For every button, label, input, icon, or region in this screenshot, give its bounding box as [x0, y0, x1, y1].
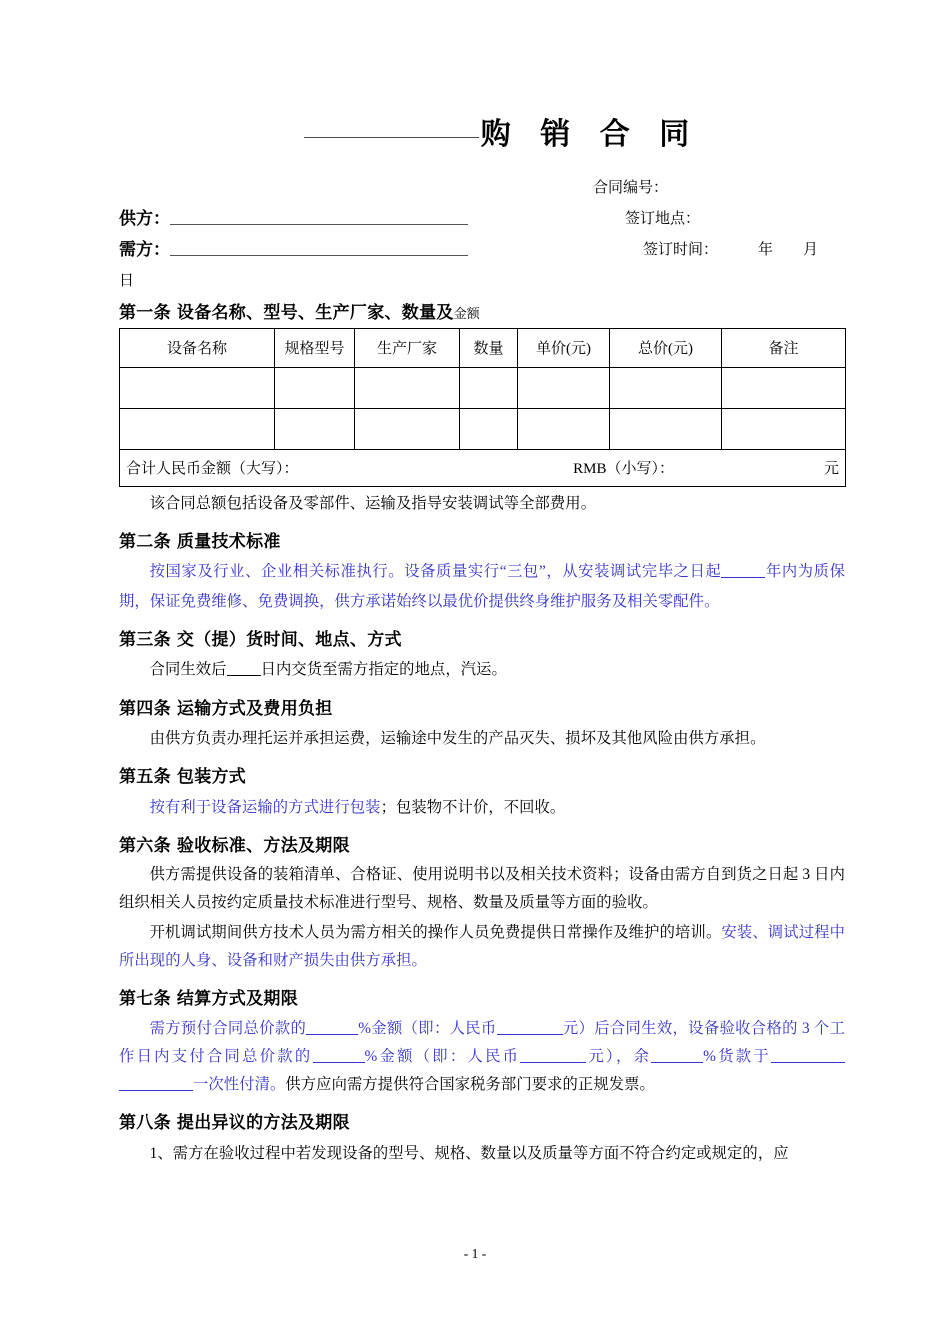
cell-total-price[interactable] [610, 408, 722, 449]
cell-manufacturer[interactable] [355, 367, 460, 408]
table-row [120, 408, 846, 449]
section-7-text-d: %金额（即：人民币 [364, 1047, 521, 1065]
section-3-number: 第三条 [119, 630, 171, 650]
contract-no-label: 合同编号： [593, 179, 669, 196]
prepay-percent-blank[interactable] [306, 1021, 358, 1035]
cell-model[interactable] [275, 367, 355, 408]
section-2-title: 质量技术标准 [176, 532, 281, 552]
col-header-quantity: 数量 [460, 328, 518, 367]
section-7-number: 第七条 [119, 989, 171, 1009]
buyer-blank[interactable] [170, 241, 468, 256]
supplier-row [119, 210, 845, 241]
section-1-heading [119, 302, 845, 323]
title-blank-line [304, 137, 479, 138]
cell-remark[interactable] [722, 367, 846, 408]
section-6-text-blue: 安装、调试过程中所出现的人身、设备和财产损失由供方承担。 [119, 923, 846, 970]
balance-date-blank-2[interactable] [119, 1077, 193, 1091]
section-8-paragraph-1: 1、需方在验收过程中若发现设备的型号、规格、数量以及质量等方面不符合约定或规定的，应 [149, 1144, 789, 1162]
section-2-paragraph [119, 557, 845, 616]
section-2-text-a: 按国家及行业、企业相关标准执行。设备质量实行“三包”，从安装调试完毕之日起 [149, 563, 722, 581]
delivery-days-blank[interactable] [227, 662, 261, 676]
section-7-text-g: 一次性付清。 [193, 1076, 286, 1094]
cell-unit-price[interactable] [518, 408, 610, 449]
section-7-text-a: 需方预付合同总价款的 [149, 1019, 307, 1037]
col-header-manufacturer: 生产厂家 [355, 328, 460, 367]
cell-manufacturer[interactable] [355, 408, 460, 449]
prepay-amount-blank[interactable] [497, 1021, 563, 1035]
col-header-total-price: 总价(元) [610, 328, 722, 367]
section-4-title: 运输方式及费用负担 [176, 698, 333, 718]
section-7-text-c: 元）后合同生效，设备验收合格的 3 个工作日内支付合同总价款的 [119, 1019, 845, 1065]
section-4-paragraph: 由供方负责办理托运并承担运费，运输途中发生的产品灭失、损坏及其他风险由供方承担。 [149, 729, 766, 747]
total-amount-label: 合计人民币金额（大写）： [126, 461, 299, 478]
section-8-number: 第八条 [119, 1113, 171, 1133]
warranty-years-blank[interactable] [721, 564, 765, 578]
section-1-title-suffix: 金额 [453, 305, 480, 321]
section-5-text-blue: 按有利于设备运输的方式进行包装 [149, 798, 381, 816]
cell-model[interactable] [275, 408, 355, 449]
cell-total-price[interactable] [610, 367, 722, 408]
rmb-unit: 元 [823, 461, 839, 478]
section-7-title: 结算方式及期限 [176, 989, 299, 1009]
page-title [119, 118, 845, 153]
second-percent-blank[interactable] [313, 1049, 365, 1063]
section-3-heading [119, 629, 845, 650]
cell-unit-price[interactable] [518, 367, 610, 408]
section-3-title: 交（提）货时间、地点、方式 [176, 630, 402, 650]
section-6-paragraph-1: 供方需提供设备的装箱清单、合格证、使用说明书以及相关技术资料；设备由需方自到货之日起 3 日内组织相关人员按约定质量技术标准进行型号、规格、数量及质量等方面的验收。 [119, 866, 845, 912]
contract-no-row [119, 179, 845, 210]
sign-place-label: 签订地点： [625, 210, 701, 227]
supplier-field [119, 210, 468, 227]
cell-quantity[interactable] [460, 408, 518, 449]
section-6-heading [119, 835, 845, 856]
section-7-text-b: %金额（即：人民币 [358, 1019, 497, 1037]
page-number-footer: - 1 - [463, 1246, 487, 1261]
balance-date-blank-1[interactable] [771, 1049, 845, 1063]
col-header-unit-price: 单价(元) [518, 328, 610, 367]
section-7-text-f: %货款于 [703, 1047, 771, 1065]
section-4-heading [119, 698, 845, 719]
goods-table-header-row [120, 328, 846, 367]
section-2-number: 第二条 [119, 532, 171, 552]
section-4-number: 第四条 [119, 698, 171, 718]
month-label: 月 [803, 241, 819, 258]
section-5-paragraph [119, 793, 845, 822]
goods-table-total-row [120, 449, 846, 486]
buyer-field [119, 241, 468, 258]
section-3-text-a: 合同生效后 [149, 661, 227, 679]
rmb-label: RMB（小写）： [573, 461, 674, 478]
year-label: 年 [758, 241, 774, 258]
section-6-text-black: 开机调试期间供方技术人员为需方相关的操作人员免费提供日常操作及维护的培训。 [149, 923, 722, 941]
section-6-paragraph-2 [119, 919, 845, 976]
cell-name[interactable] [120, 367, 275, 408]
section-7-text-black-tail: 供方应向需方提供符合国家税务部门要求的正规发票。 [285, 1076, 655, 1094]
section-7-heading [119, 988, 845, 1009]
sign-time-field [643, 243, 818, 258]
second-amount-blank[interactable] [520, 1049, 586, 1063]
section-5-text-black: ；包装物不计价，不回收。 [380, 798, 566, 816]
col-header-name: 设备名称 [120, 328, 275, 367]
section-7-paragraph [119, 1015, 845, 1100]
total-amount-inner [126, 457, 839, 478]
total-amount-cell[interactable] [120, 449, 846, 486]
section-5-number: 第五条 [119, 767, 171, 787]
section-5-title: 包装方式 [176, 767, 247, 787]
total-note-paragraph: 该合同总额包括设备及零部件、运输及指导安装调试等全部费用。 [149, 494, 597, 512]
balance-percent-blank[interactable] [651, 1049, 703, 1063]
section-3-text-b: 日内交货至需方指定的地点，汽运。 [260, 661, 507, 679]
buyer-label: 需方： [119, 239, 170, 259]
goods-table [119, 328, 846, 487]
section-2-heading [119, 531, 845, 552]
section-8-title: 提出异议的方法及期限 [176, 1113, 350, 1133]
supplier-label: 供方： [119, 208, 170, 228]
section-2-text-b: 年内为质保期，保证免费维修、免费调换，供方承诺始终以最优价提供终身维护服务及相关零配件。 [119, 563, 845, 610]
section-1-number: 第一条 [119, 302, 171, 322]
section-1-title: 设备名称、型号、生产厂家、数量及 [176, 302, 454, 322]
section-6-title: 验收标准、方法及期限 [176, 835, 350, 855]
cell-quantity[interactable] [460, 367, 518, 408]
day-label: 日 [119, 272, 135, 289]
contract-header-meta [119, 179, 845, 289]
section-6-number: 第六条 [119, 835, 171, 855]
table-row [120, 367, 846, 408]
supplier-blank[interactable] [170, 210, 468, 225]
buyer-row [119, 241, 845, 272]
col-header-remark: 备注 [722, 328, 846, 367]
col-header-model: 规格型号 [275, 328, 355, 367]
section-5-heading [119, 766, 845, 787]
cell-remark[interactable] [722, 408, 846, 449]
section-7-text-e: 元），余 [586, 1047, 652, 1065]
sign-time-label: 签订时间： [643, 241, 719, 258]
title-text: 购 销 合 同 [480, 118, 701, 151]
rmb-group [573, 457, 839, 478]
cell-name[interactable] [120, 408, 275, 449]
section-8-heading [119, 1112, 845, 1133]
section-3-paragraph [119, 655, 845, 684]
